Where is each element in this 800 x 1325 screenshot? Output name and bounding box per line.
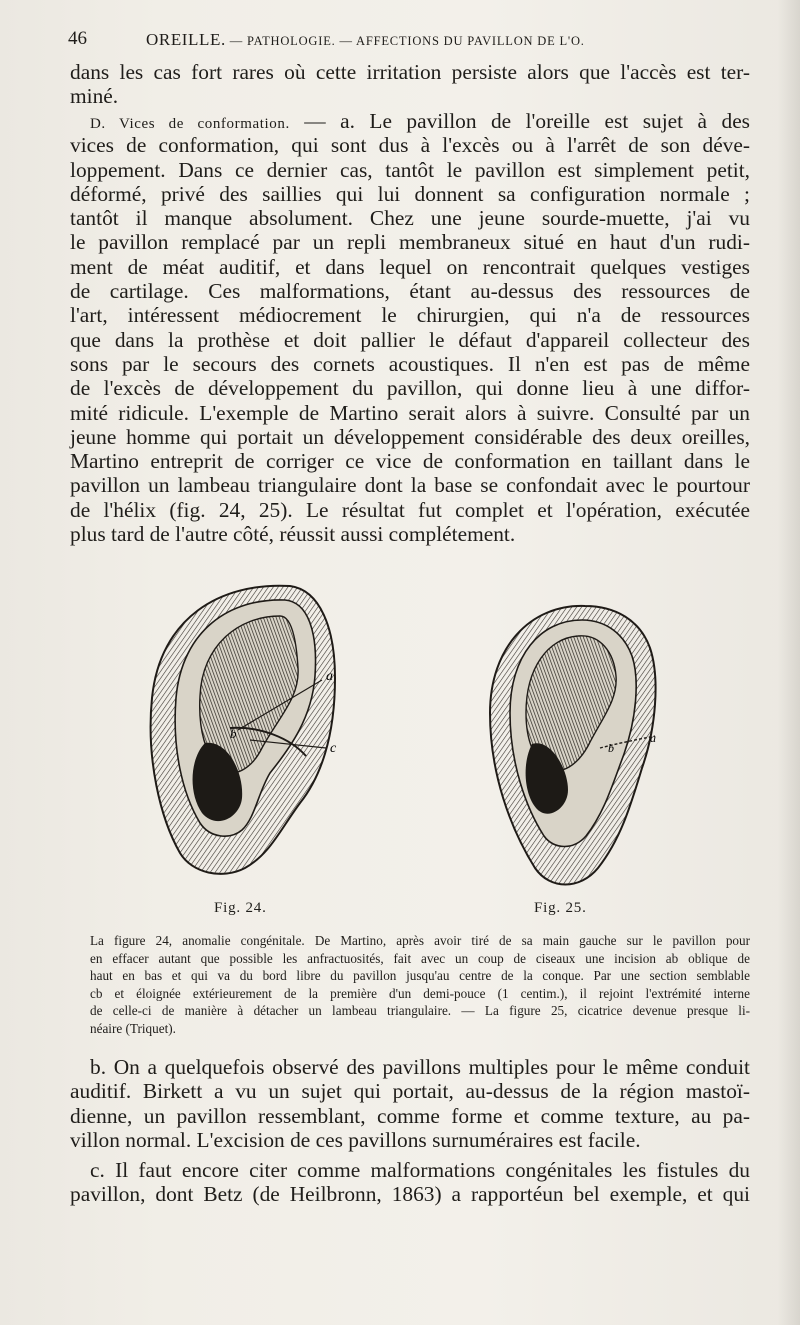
- text-line: de l'excès de développement du pavillon, qui donne lieu à une diffor-: [70, 376, 750, 401]
- running-title-rest: — PATHOLOGIE. — AFFECTIONS DU PAVILLON DE L'O.: [225, 34, 585, 48]
- text-line: que dans la prothèse et doit pallier le défaut d'appareil collecteur des: [70, 327, 750, 352]
- text-line: dienne, un pavillon ressemblant, comme forme et comme texture, au pa-: [70, 1103, 750, 1128]
- fig24-label-a: a: [326, 669, 333, 684]
- text-line: pavillon un lambeau triangulaire dont la base se confondait avec le pourtour: [70, 473, 750, 498]
- fig25-label-b: b: [608, 741, 614, 755]
- text-line-rest: — a. Le pavillon de l'oreille est sujet à des: [289, 109, 751, 133]
- legend-line: en effacer autant que possible les anfractuosités, fait avec un coup de ciseaux une incision ab oblique de: [90, 950, 750, 966]
- text-line: tantôt il manque absolument. Chez une jeune sourde-muette, j'ai vu: [70, 206, 750, 231]
- text-line: de cartilage. Ces malformations, étant au-dessus des ressources de: [70, 279, 750, 304]
- section-fistules: [70, 1158, 750, 1207]
- figure-legend: [90, 932, 750, 1038]
- text-line: auditif. Birkett a vu un sujet qui portait, au-dessus de la région mastoï-: [70, 1079, 750, 1104]
- running-title-main: OREILLE.: [146, 30, 226, 49]
- text-line: mité ridicule. L'exemple de Martino serait alors à suivre. Consulté par un: [70, 400, 750, 425]
- fig25-caption: Fig. 25.: [534, 900, 587, 916]
- section-first-line: [70, 109, 750, 133]
- fig24-label-c: c: [330, 741, 337, 756]
- text-line: miné.: [70, 84, 119, 109]
- legend-line: néaire (Triquet).: [90, 1020, 176, 1036]
- text-line: c. Il faut encore citer comme malformations congénitales les fistules du: [90, 1158, 750, 1182]
- legend-line: haut en bas et qui va du bord libre du pavillon jusqu'au centre de la conque. Par une section semblable: [90, 968, 750, 984]
- text-line: vices de conformation, qui sont dus à l'excès ou à l'arrêt de son déve-: [70, 133, 750, 158]
- ear-figure-24: [151, 586, 335, 874]
- legend-line: cb et éloignée extérieurement de la première d'un demi-pouce (1 centim.), il rejoint l'extrémité interne: [90, 985, 750, 1001]
- legend-line: La figure 24, anomalie congénitale. De Martino, après avoir tiré de sa main gauche sur le pavillon pour: [90, 933, 750, 948]
- fig25-label-a: a: [650, 731, 656, 745]
- text-line: b. On a quelquefois observé des pavillons multiples pour le même conduit: [90, 1055, 750, 1079]
- text-line: loppement. Dans ce dernier cas, tantôt le pavillon est simplement petit,: [70, 157, 750, 182]
- fig24-label-b: b: [230, 726, 237, 741]
- text-line: ment de méat auditif, et dans lequel on rencontrait quelques vestiges: [70, 254, 750, 279]
- text-line: sons par le secours des cornets acoustiques. Il n'en est pas de même: [70, 351, 750, 376]
- text-line: de l'hélix (fig. 24, 25). Le résultat fut complet et l'opération, exécutée: [70, 497, 750, 522]
- text-line: le pavillon remplacé par un repli membraneux situé en haut d'un rudi-: [70, 230, 750, 255]
- text-line: pavillon, dont Betz (de Heilbronn, 1863) a rapportéun bel exemple, et qui: [70, 1182, 750, 1207]
- ear-illustrations: [130, 568, 730, 928]
- page-number: 46: [68, 28, 87, 49]
- figures-24-25: [130, 568, 730, 928]
- fig24-caption: Fig. 24.: [214, 900, 267, 916]
- paragraph-continued: [70, 60, 750, 109]
- running-title: [146, 30, 585, 50]
- text-line: jeune homme qui portait un développement considérable des deux oreilles,: [70, 424, 750, 449]
- text-line: déformé, privé des saillies qui lui donnent sa configuration normale ;: [70, 181, 750, 206]
- text-line: plus tard de l'autre côté, réussit aussi complétement.: [70, 522, 516, 547]
- page-edge-shadow: [778, 0, 800, 1325]
- section-vices-de-conformation: [70, 109, 750, 546]
- text-line: Martino entreprit de corriger ce vice de conformation en taillant dans le: [70, 449, 750, 474]
- text-line: l'art, intéressent médiocrement le chirurgien, qui n'a de ressources: [70, 303, 750, 328]
- legend-line: de celle-ci de manière à détacher un lambeau triangulaire. — La figure 25, cicatrice devenue presque li-: [90, 1003, 750, 1019]
- text-line: villon normal. L'excision de ces pavillons surnuméraires est facile.: [70, 1127, 641, 1152]
- running-header: [68, 28, 758, 54]
- text-line: dans les cas fort rares où cette irritation persiste alors que l'accès est ter-: [70, 60, 750, 84]
- section-heading: D. Vices de conformation.: [90, 116, 290, 132]
- section-pavillons-multiples: [70, 1055, 750, 1152]
- ear-figure-25: [490, 606, 656, 885]
